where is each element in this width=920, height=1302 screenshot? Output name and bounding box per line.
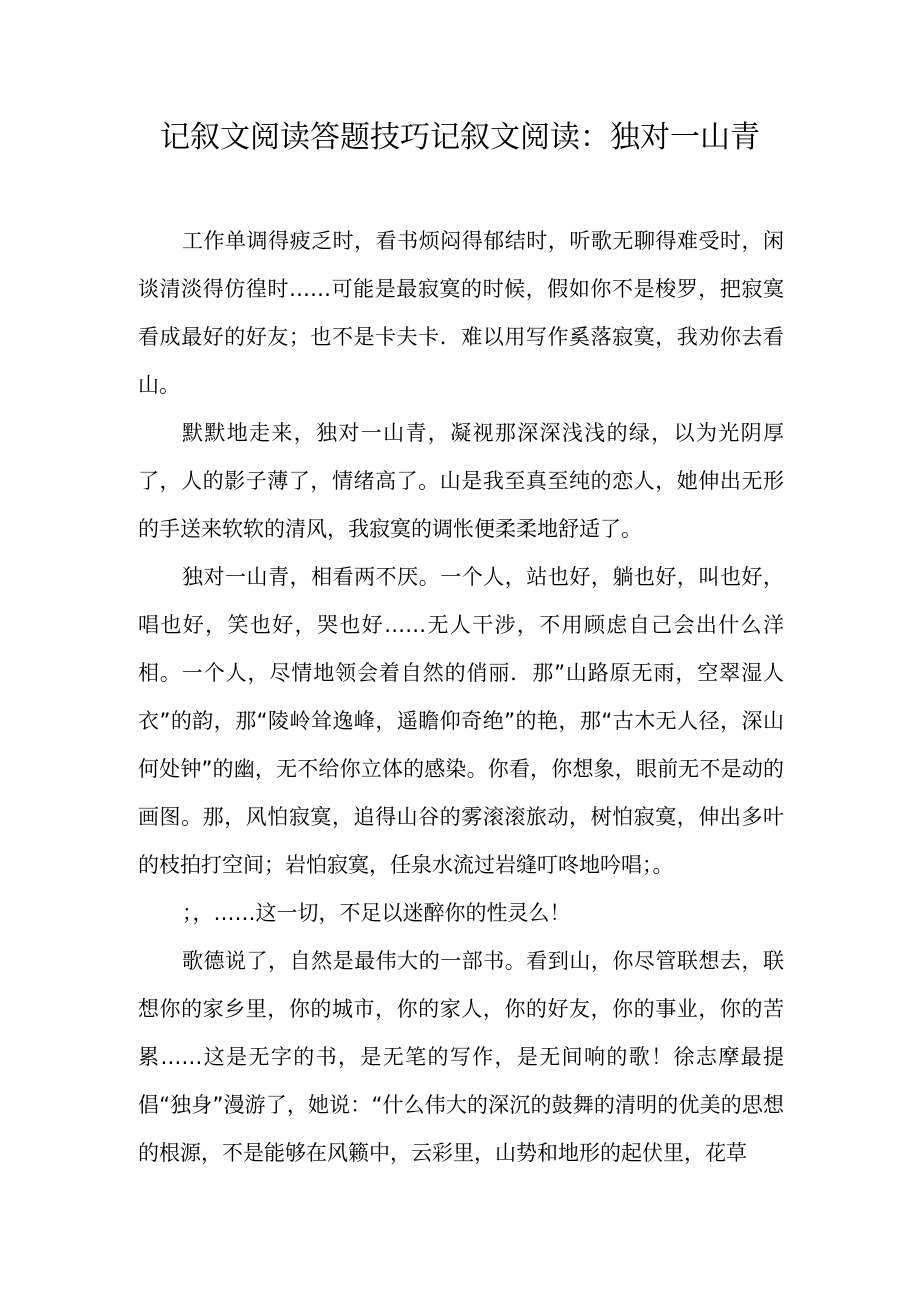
paragraph: 工作单调得疲乏时，看书烦闷得郁结时，听歌无聊得难受时，闲谈清淡得仿徨时……可能是最寂寞的时候，假如你不是梭罗，把寂寞看成最好的好友；也不是卡夫卡．难以用写作奚落寂寞，我劝你去看山。 bbox=[138, 229, 784, 397]
paragraph: 默默地走来，独对一山青，凝视那深深浅浅的绿，以为光阴厚了，人的影子薄了，情绪高了。山是我至真至纯的恋人，她伸出无形的手送来软软的清风，我寂寞的调怅便柔柔地舒适了。 bbox=[138, 421, 784, 541]
document-title: 记叙文阅读答题技巧记叙文阅读：独对一山青 bbox=[160, 120, 760, 155]
paragraph: 独对一山青，相看两不厌。一个人，站也好，躺也好，叫也好，唱也好，笑也好，哭也好……无人干涉，不用顾虑自己会出什么洋相。一个人，尽情地领会着自然的俏丽．那”山路原无雨，空翠湿人衣”的韵，那“陵岭耸逸峰，遥瞻仰奇绝”的艳，那“古木无人径，深山何处钟”的幽，无不给你立体的感染。你看，你想象，眼前无不是动的画图。那，风怕寂寞，追得山谷的雾滚滚旅动，树怕寂寞，伸出多叶的枝拍打空间；岩怕寂寞，任泉水流过岩缝叮咚地吟唱；。 bbox=[138, 565, 784, 877]
paragraph: 歌德说了，自然是最伟大的一部书。看到山，你尽管联想去，联想你的家乡里，你的城市，你的家人，你的好友，你的事业，你的苦累……这是无字的书，是无笔的写作，是无间响的歌！徐志摩最提倡“独身”漫游了，她说：“什么伟大的深沉的鼓舞的清明的优美的思想的根源，不是能够在风籁中，云彩里，山势和地形的起伏里，花草 bbox=[138, 949, 784, 1165]
paragraph: ；，……这一切，不足以迷醉你的性灵么！ bbox=[182, 901, 571, 925]
document-body bbox=[138, 217, 784, 1177]
